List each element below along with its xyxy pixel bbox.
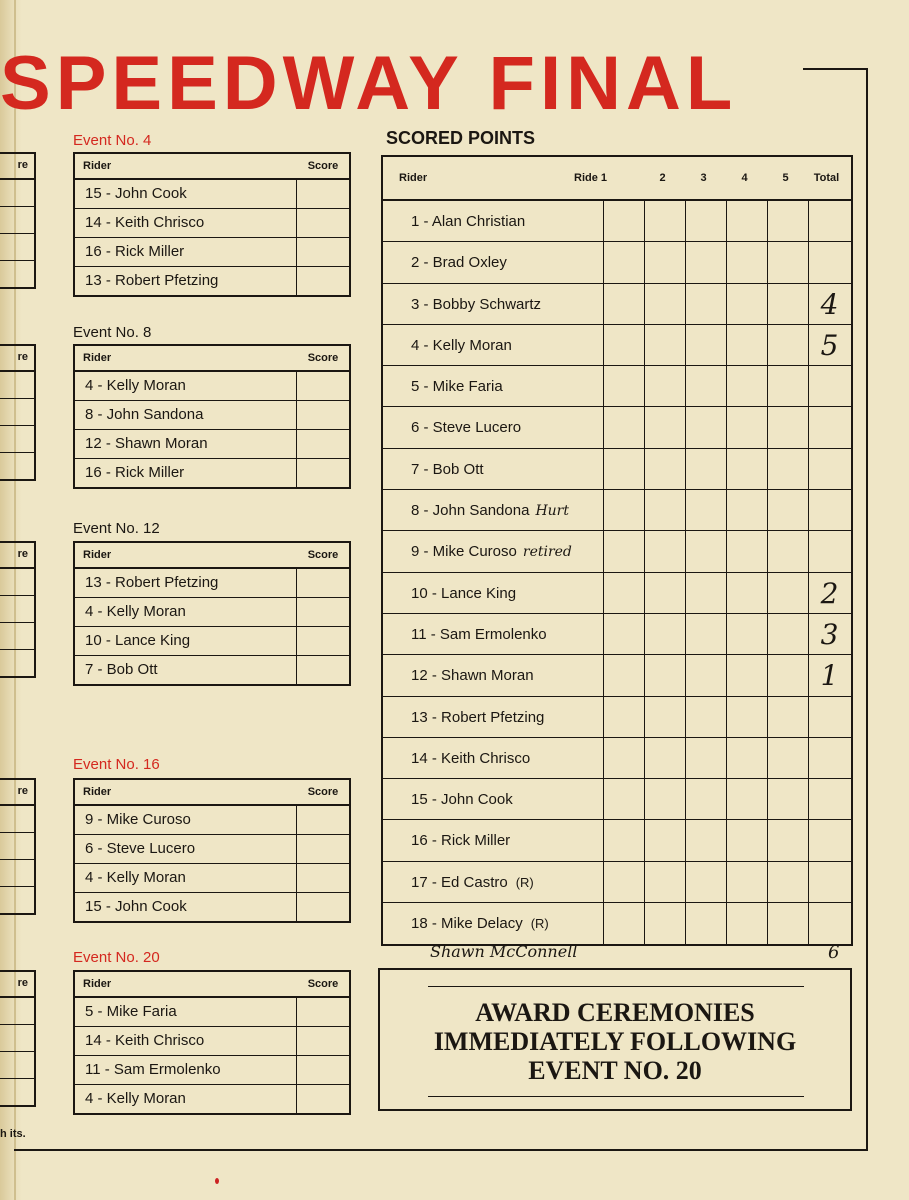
stub-header: re — [0, 972, 34, 998]
rider-name-text: 12 - Shawn Moran — [411, 667, 534, 685]
table-row — [75, 180, 349, 209]
rider-name-text: 2 - Brad Oxley — [411, 254, 507, 272]
ride-1-cell[interactable] — [604, 903, 645, 944]
rider-name-text: 18 - Mike Delacy — [411, 915, 523, 933]
rider-note: (R) — [515, 874, 534, 890]
table-row — [75, 1056, 349, 1085]
rider-name-text: 7 - Bob Ott — [411, 460, 484, 478]
award-line-3: EVENT NO. 20 — [528, 1056, 702, 1085]
award-line-2: IMMEDIATELY FOLLOWING — [433, 1027, 797, 1056]
ride-3-cell[interactable] — [686, 820, 727, 860]
ride-3-cell[interactable] — [686, 284, 727, 324]
score-cell[interactable] — [297, 598, 349, 626]
rider-name: 6 - Steve Lucero — [75, 835, 297, 863]
ride-5-cell[interactable] — [768, 862, 809, 902]
score-cell[interactable] — [297, 1027, 349, 1055]
total-cell[interactable]: 1 — [820, 659, 839, 693]
rider-name — [383, 573, 604, 613]
ride-4-cell[interactable] — [727, 862, 768, 902]
rider-header: Rider — [83, 352, 112, 364]
table-row — [383, 614, 851, 655]
rider-name: 11 - Sam Ermolenko — [75, 1056, 297, 1084]
total-cell[interactable]: 4 — [820, 287, 839, 321]
total-cell[interactable] — [809, 738, 850, 778]
table-row — [75, 893, 349, 921]
stub-header: re — [0, 346, 34, 372]
ride-4-cell[interactable] — [727, 242, 768, 282]
table-row — [383, 490, 851, 531]
score-cell[interactable] — [297, 569, 349, 597]
frame-border-top — [803, 68, 867, 70]
ride-3-cell[interactable] — [686, 655, 727, 695]
table-row — [75, 656, 349, 684]
rider-name: 12 - Shawn Moran — [75, 430, 297, 458]
ride-5-cell[interactable] — [768, 779, 809, 819]
rider-name-text: 14 - Keith Chrisco — [411, 749, 531, 767]
ride-2-cell[interactable] — [645, 242, 686, 282]
ride-2-cell[interactable] — [645, 490, 686, 530]
ride-2-header: 2 — [659, 172, 666, 184]
table-row — [75, 209, 349, 238]
table-row — [383, 779, 851, 820]
table-row — [383, 862, 851, 903]
ride-5-cell[interactable] — [768, 697, 809, 737]
rider-name-text: 15 - John Cook — [411, 791, 513, 809]
ink-mark — [215, 1178, 219, 1184]
table-row — [383, 738, 851, 779]
ride-1-cell[interactable] — [604, 862, 645, 902]
ride-3-cell[interactable] — [686, 614, 727, 654]
table-row — [75, 430, 349, 459]
score-cell[interactable] — [297, 893, 349, 921]
table-row — [383, 449, 851, 490]
score-cell[interactable] — [297, 998, 349, 1026]
ride-5-cell[interactable] — [768, 407, 809, 447]
ride-2-cell[interactable] — [645, 573, 686, 613]
ride-1-cell[interactable] — [604, 284, 645, 324]
event-8-title: Event No. 8 — [73, 324, 152, 341]
table-row — [383, 531, 851, 572]
rider-name-text: 10 - Lance King — [411, 584, 517, 602]
ride-1-cell[interactable] — [604, 820, 645, 860]
ride-4-cell[interactable] — [727, 573, 768, 613]
ride-5-cell[interactable] — [768, 531, 809, 571]
award-divider-bottom — [428, 1096, 804, 1097]
ride-3-cell[interactable] — [686, 697, 727, 737]
rider-name: 4 - Kelly Moran — [75, 1085, 297, 1113]
ride-4-header: 4 — [741, 172, 748, 184]
table-row — [383, 655, 851, 696]
ride-1-cell[interactable] — [604, 325, 645, 365]
rider-header: Rider — [83, 549, 112, 561]
table-row — [383, 903, 851, 944]
rider-name-text: 3 - Bobby Schwartz — [411, 295, 542, 313]
rider-name — [383, 407, 604, 447]
table-row — [383, 325, 851, 366]
scored-points-title: SCORED POINTS — [386, 128, 536, 148]
ride-1-cell[interactable] — [604, 697, 645, 737]
rider-name-text: 13 - Robert Pfetzing — [411, 708, 545, 726]
ride-3-header: 3 — [700, 172, 707, 184]
score-cell[interactable] — [297, 238, 349, 266]
ride-5-cell[interactable] — [768, 573, 809, 613]
ride-4-cell[interactable] — [727, 531, 768, 571]
rider-name — [383, 531, 604, 571]
total-cell[interactable]: 2 — [820, 576, 839, 610]
frame-border-bottom — [14, 1149, 868, 1151]
ride-1-cell[interactable] — [604, 201, 645, 241]
ride-3-cell[interactable] — [686, 407, 727, 447]
event-16-title: Event No. 16 — [73, 756, 160, 773]
ride-5-cell[interactable] — [768, 201, 809, 241]
rider-name: 16 - Rick Miller — [75, 238, 297, 266]
ride-3-cell[interactable] — [686, 242, 727, 282]
score-cell[interactable] — [297, 180, 349, 208]
ride-5-cell[interactable] — [768, 284, 809, 324]
rider-name — [383, 325, 604, 365]
rider-name-text: 8 - John Sandona — [411, 502, 530, 520]
table-row — [75, 569, 349, 598]
ride-1-cell[interactable] — [604, 449, 645, 489]
score-header: Score — [307, 352, 339, 364]
total-cell[interactable] — [809, 407, 850, 447]
ride-5-cell[interactable] — [768, 820, 809, 860]
table-row — [75, 998, 349, 1027]
ride-4-cell[interactable] — [727, 697, 768, 737]
rider-name — [383, 614, 604, 654]
table-row — [75, 627, 349, 656]
ride-3-cell[interactable] — [686, 738, 727, 778]
ride-1-cell[interactable] — [604, 242, 645, 282]
rider-name — [383, 820, 604, 860]
table-row — [75, 864, 349, 893]
ride-1-cell[interactable] — [604, 490, 645, 530]
rider-name: 13 - Robert Pfetzing — [75, 267, 297, 295]
ride-5-cell[interactable] — [768, 614, 809, 654]
rider-name: 14 - Keith Chrisco — [75, 1027, 297, 1055]
partial-table-stub — [0, 970, 36, 1107]
rider-header: Rider — [83, 160, 112, 172]
score-cell[interactable] — [297, 1056, 349, 1084]
table-row — [75, 1085, 349, 1113]
total-cell[interactable] — [809, 697, 850, 737]
table-row — [383, 201, 851, 242]
ride-1-cell[interactable] — [604, 366, 645, 406]
total-cell[interactable] — [809, 531, 850, 571]
ride-5-cell[interactable] — [768, 449, 809, 489]
rider-name — [383, 779, 604, 819]
rider-header: Rider — [399, 172, 428, 184]
award-line-1: AWARD CEREMONIES — [475, 998, 755, 1027]
rider-note: Hurt — [535, 503, 569, 520]
table-row — [383, 820, 851, 861]
score-header: Score — [307, 549, 339, 561]
table-row — [75, 372, 349, 401]
rider-name — [383, 490, 604, 530]
rider-name-text: 16 - Rick Miller — [411, 832, 511, 850]
rider-name: 4 - Kelly Moran — [75, 372, 297, 400]
total-cell[interactable] — [809, 449, 850, 489]
ride-3-cell[interactable] — [686, 779, 727, 819]
ride-2-cell[interactable] — [645, 366, 686, 406]
score-cell[interactable] — [297, 656, 349, 684]
rider-name — [383, 366, 604, 406]
ride-1-cell[interactable] — [604, 655, 645, 695]
total-cell[interactable] — [809, 862, 850, 902]
ride-5-cell[interactable] — [768, 655, 809, 695]
rider-header: Rider — [83, 786, 112, 798]
ride-1-cell[interactable] — [604, 614, 645, 654]
table-row — [383, 284, 851, 325]
rider-name: 10 - Lance King — [75, 627, 297, 655]
partial-table-stub — [0, 344, 36, 481]
ride-4-cell[interactable] — [727, 201, 768, 241]
ride-5-header: 5 — [782, 172, 789, 184]
ride-5-cell[interactable] — [768, 325, 809, 365]
table-row — [383, 573, 851, 614]
ride-2-cell[interactable] — [645, 903, 686, 944]
ride-3-cell[interactable] — [686, 201, 727, 241]
total-cell[interactable] — [809, 366, 850, 406]
total-cell[interactable] — [809, 490, 850, 530]
ride-1-cell[interactable] — [604, 573, 645, 613]
ride-2-cell[interactable] — [645, 325, 686, 365]
total-cell[interactable] — [809, 820, 850, 860]
rider-name — [383, 862, 604, 902]
ride-4-cell[interactable] — [727, 284, 768, 324]
score-cell[interactable] — [297, 806, 349, 834]
ride-4-cell[interactable] — [727, 614, 768, 654]
score-cell[interactable] — [297, 430, 349, 458]
rider-name-text: 9 - Mike Curoso — [411, 543, 517, 561]
table-row — [75, 1027, 349, 1056]
rider-name-text: 1 - Alan Christian — [411, 213, 526, 230]
scored-points-table — [381, 155, 853, 946]
ride-3-cell[interactable] — [686, 449, 727, 489]
rider-name: 4 - Kelly Moran — [75, 598, 297, 626]
ride-2-cell[interactable] — [645, 820, 686, 860]
rider-name — [383, 738, 604, 778]
rider-name — [383, 655, 604, 695]
table-row — [75, 238, 349, 267]
ride-3-cell[interactable] — [686, 325, 727, 365]
rider-name: 7 - Bob Ott — [75, 656, 297, 684]
handwritten-extra-score: 6 — [828, 942, 840, 963]
table-row — [383, 366, 851, 407]
score-header: Score — [307, 786, 339, 798]
ride-2-cell[interactable] — [645, 407, 686, 447]
rider-name: 4 - Kelly Moran — [75, 864, 297, 892]
table-row — [75, 401, 349, 430]
rider-name-text: 5 - Mike Faria — [411, 378, 503, 396]
score-cell[interactable] — [297, 372, 349, 400]
event-20-table — [73, 970, 351, 1115]
page-footnote: h its. — [0, 1128, 26, 1140]
stub-header: re — [0, 780, 34, 806]
ride-3-cell[interactable] — [686, 903, 727, 944]
ride-4-cell[interactable] — [727, 325, 768, 365]
ride-2-cell[interactable] — [645, 655, 686, 695]
total-header: Total — [813, 172, 840, 184]
ride-2-cell[interactable] — [645, 614, 686, 654]
partial-table-stub — [0, 778, 36, 915]
ride-3-cell[interactable] — [686, 531, 727, 571]
ride-2-cell[interactable] — [645, 284, 686, 324]
ride-3-cell[interactable] — [686, 862, 727, 902]
rider-name — [383, 449, 604, 489]
total-cell[interactable] — [809, 201, 850, 241]
frame-border-right — [866, 68, 868, 1150]
rider-name — [383, 284, 604, 324]
score-cell[interactable] — [297, 864, 349, 892]
rider-name — [383, 697, 604, 737]
table-row — [75, 835, 349, 864]
table-row — [75, 806, 349, 835]
rider-name: 14 - Keith Chrisco — [75, 209, 297, 237]
ride-3-cell[interactable] — [686, 366, 727, 406]
table-row — [383, 697, 851, 738]
ride-5-cell[interactable] — [768, 738, 809, 778]
ride-4-cell[interactable] — [727, 820, 768, 860]
handwritten-extra-rider: Shawn McConnell — [430, 942, 578, 961]
rider-name-text: 17 - Ed Castro — [411, 873, 508, 891]
total-cell[interactable] — [809, 779, 850, 819]
ride-4-cell[interactable] — [727, 366, 768, 406]
score-cell[interactable] — [297, 627, 349, 655]
ride-5-cell[interactable] — [768, 366, 809, 406]
ride-4-cell[interactable] — [727, 490, 768, 530]
total-cell[interactable] — [809, 903, 850, 944]
ride-1-cell[interactable] — [604, 407, 645, 447]
event-12-table — [73, 541, 351, 686]
ride-1-header: Ride 1 — [574, 172, 608, 184]
ride-4-cell[interactable] — [727, 738, 768, 778]
ride-4-cell[interactable] — [727, 779, 768, 819]
partial-table-stub — [0, 541, 36, 678]
rider-name: 13 - Robert Pfetzing — [75, 569, 297, 597]
ride-2-cell[interactable] — [645, 862, 686, 902]
ride-5-cell[interactable] — [768, 903, 809, 944]
ride-3-cell[interactable] — [686, 490, 727, 530]
ride-1-cell[interactable] — [604, 531, 645, 571]
ride-2-cell[interactable] — [645, 738, 686, 778]
score-cell[interactable] — [297, 1085, 349, 1113]
score-cell[interactable] — [297, 209, 349, 237]
ride-4-cell[interactable] — [727, 449, 768, 489]
event-4-title: Event No. 4 — [73, 132, 152, 149]
ride-4-cell[interactable] — [727, 903, 768, 944]
ride-1-cell[interactable] — [604, 738, 645, 778]
ride-5-cell[interactable] — [768, 242, 809, 282]
score-cell[interactable] — [297, 459, 349, 487]
page-title: SPEEDWAY FINAL — [0, 41, 738, 126]
event-8-table — [73, 344, 351, 489]
rider-name: 15 - John Cook — [75, 893, 297, 921]
rider-name: 15 - John Cook — [75, 180, 297, 208]
rider-name-text: 6 - Steve Lucero — [411, 419, 522, 437]
ride-2-cell[interactable] — [645, 697, 686, 737]
stub-header: re — [0, 154, 34, 180]
total-cell[interactable]: 3 — [820, 617, 839, 651]
rider-name — [383, 242, 604, 282]
rider-name — [383, 201, 604, 241]
rider-name: 8 - John Sandona — [75, 401, 297, 429]
ride-5-cell[interactable] — [768, 490, 809, 530]
event-16-table — [73, 778, 351, 923]
award-ceremonies-box — [378, 968, 852, 1111]
ride-1-cell[interactable] — [604, 779, 645, 819]
table-row — [75, 598, 349, 627]
ride-2-cell[interactable] — [645, 779, 686, 819]
event-12-title: Event No. 12 — [73, 520, 160, 537]
event-20-title: Event No. 20 — [73, 949, 160, 966]
rider-name: 9 - Mike Curoso — [75, 806, 297, 834]
event-4-table — [73, 152, 351, 297]
score-cell[interactable] — [297, 835, 349, 863]
partial-table-stub — [0, 152, 36, 289]
stub-header: re — [0, 543, 34, 569]
rider-header: Rider — [83, 978, 112, 990]
rider-note: retired — [522, 544, 572, 561]
award-divider-top — [428, 986, 804, 987]
rider-name: 16 - Rick Miller — [75, 459, 297, 487]
ride-3-cell[interactable] — [686, 573, 727, 613]
total-cell[interactable]: 5 — [820, 328, 839, 362]
rider-name-text: 4 - Kelly Moran — [411, 336, 512, 354]
rider-name-text: 11 - Sam Ermolenko — [411, 625, 547, 643]
ride-2-cell[interactable] — [645, 449, 686, 489]
scored-points-header — [383, 157, 851, 201]
rider-name — [383, 903, 604, 944]
ride-2-cell[interactable] — [645, 201, 686, 241]
score-cell[interactable] — [297, 267, 349, 295]
table-row — [75, 267, 349, 295]
ride-2-cell[interactable] — [645, 531, 686, 571]
score-header: Score — [307, 978, 339, 990]
table-row — [75, 459, 349, 487]
total-cell[interactable] — [809, 242, 850, 282]
ride-4-cell[interactable] — [727, 407, 768, 447]
rider-name: 5 - Mike Faria — [75, 998, 297, 1026]
table-row — [383, 407, 851, 448]
ride-4-cell[interactable] — [727, 655, 768, 695]
table-row — [383, 242, 851, 283]
score-cell[interactable] — [297, 401, 349, 429]
rider-note: (R) — [530, 916, 549, 932]
score-header: Score — [307, 160, 339, 172]
